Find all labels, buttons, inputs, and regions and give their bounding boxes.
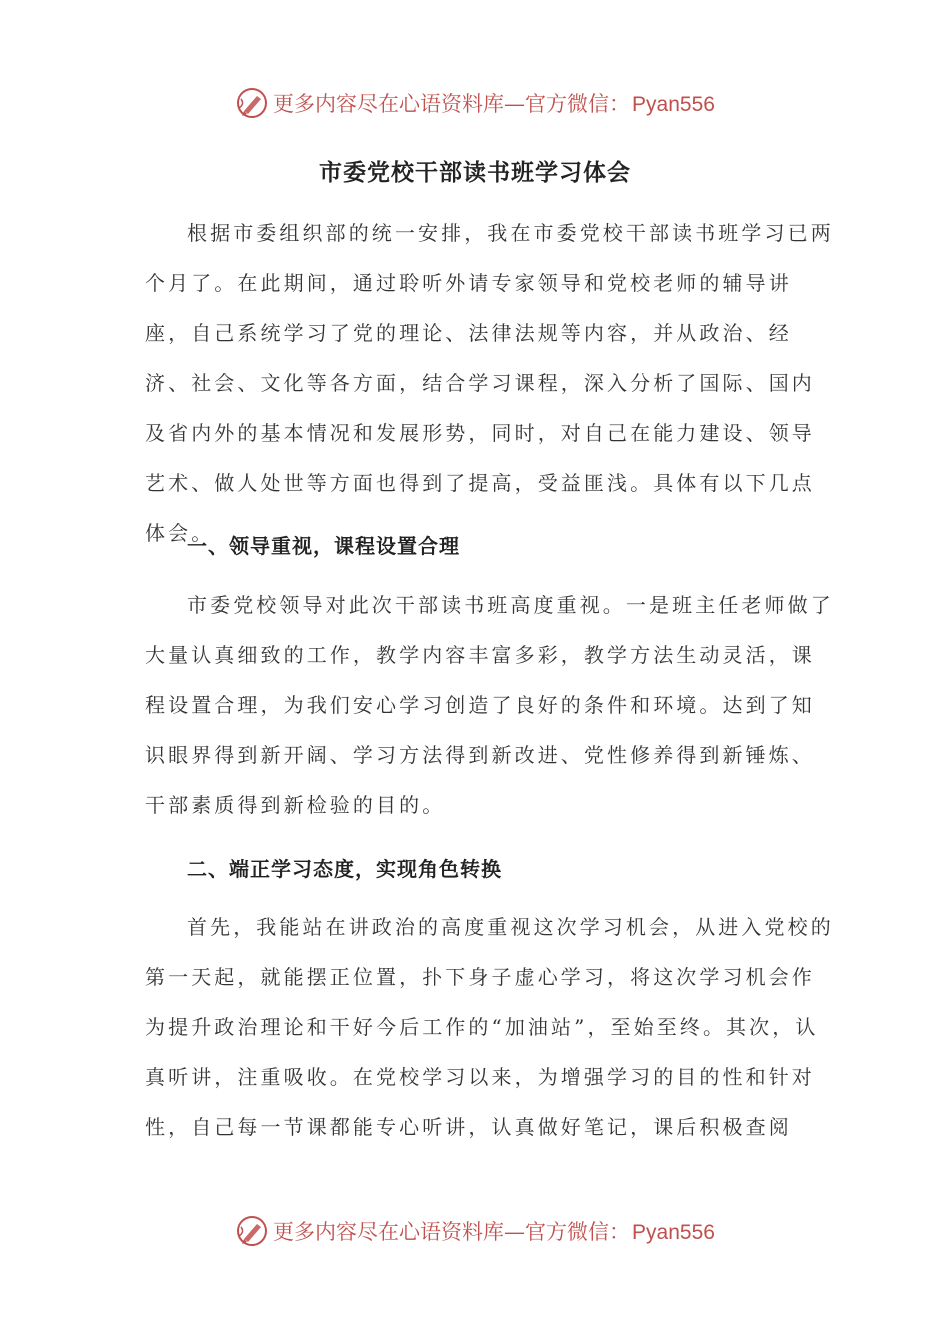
pen-logo-icon bbox=[235, 86, 269, 120]
watermark-separator: — bbox=[504, 92, 526, 116]
intro-paragraph: 根据市委组织部的统一安排，我在市委党校干部读书班学习已两个月了。在此期间，通过聆听外请专家领导和党校老师的辅导讲座，自己系统学习了党的理论、法律法规等内容，并从政治、经济、社会、文化等各方面，结合学习课程，深入分析了国际、国内及省内外的基本情况和发展形势，同时，对自己在能力建设、领导艺术、做人处世等方面也得到了提高，受益匪浅。具体有以下几点体会。 bbox=[145, 221, 834, 545]
section1-heading: 一、领导重视，课程设置合理 bbox=[187, 534, 460, 558]
section1-paragraph: 市委党校领导对此次干部读书班高度重视。一是班主任老师做了大量认真细致的工作，教学内容丰富多彩，教学方法生动灵活，课程设置合理，为我们安心学习创造了良好的条件和环境。达到了知识眼界得到新开阔、学习方法得到新改进、党性修养得到新锤炼、干部素质得到新检验的目的。 bbox=[145, 593, 834, 817]
watermark-wechat-id: Pyan556 bbox=[632, 1221, 715, 1244]
watermark-text bbox=[273, 88, 715, 118]
watermark-wechat-id: Pyan556 bbox=[632, 93, 715, 116]
section2-paragraph: 首先，我能站在讲政治的高度重视这次学习机会，从进入党校的第一天起，就能摆正位置，扑下身子虚心学习，将这次学习机会作为提升政治理论和干好今后工作的“加油站”，至始至终。其次，认真听讲，注重吸收。在党校学习以来，为增强学习的目的性和针对性，自己每一节课都能专心听讲，认真做好笔记，课后积极查阅 bbox=[145, 915, 834, 1139]
watermark-main-text: 更多内容尽在心语资料库 bbox=[273, 1220, 505, 1244]
watermark-separator: — bbox=[504, 1220, 526, 1244]
watermark-text bbox=[273, 1216, 715, 1246]
watermark-banner-bottom bbox=[0, 1211, 950, 1251]
pen-logo-icon bbox=[235, 1214, 269, 1248]
watermark-banner-top bbox=[0, 83, 950, 123]
watermark-label: 官方微信： bbox=[525, 92, 631, 116]
section2-heading: 二、端正学习态度，实现角色转换 bbox=[187, 857, 502, 881]
watermark-main-text: 更多内容尽在心语资料库 bbox=[273, 92, 505, 116]
document-title: 市委党校干部读书班学习体会 bbox=[319, 159, 631, 186]
watermark-label: 官方微信： bbox=[525, 1220, 631, 1244]
